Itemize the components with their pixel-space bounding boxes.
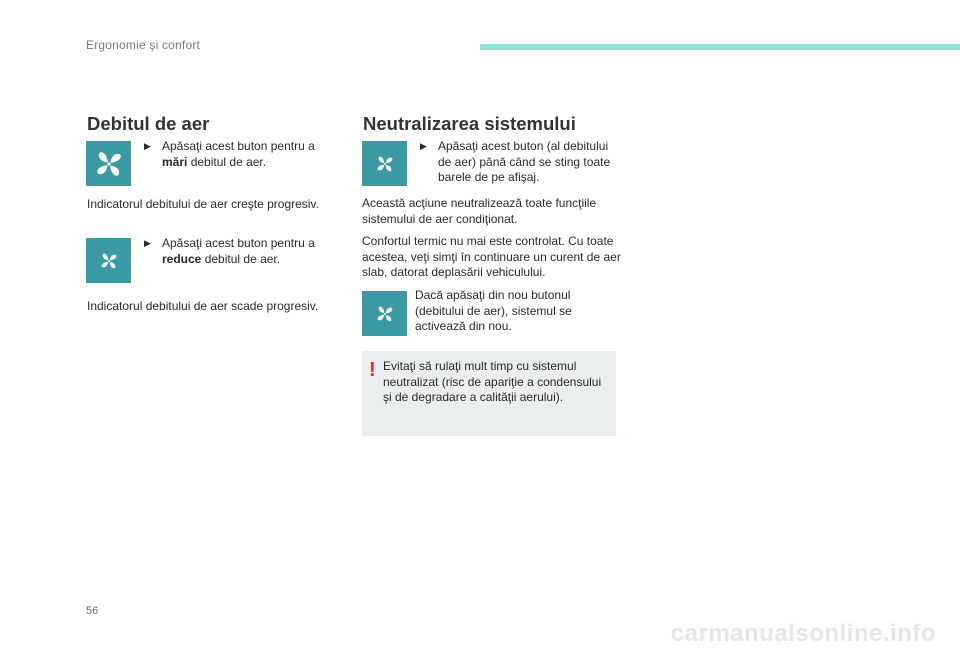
reactivate-paragraph: Dacă apăsaţi din nou butonul (debitului de aer), sistemul se activează din nou. xyxy=(415,288,572,333)
fan-icon xyxy=(375,304,395,324)
page-number: 56 xyxy=(86,605,99,617)
section-title: Ergonomie şi confort xyxy=(86,38,201,52)
fan-icon xyxy=(99,251,119,271)
comfort-paragraph: Confortul termic nu mai este controlat. Cu toate acestea, veţi simţi în continuare un curent de aer slab, datorat deplasării vehiculului. xyxy=(362,234,621,279)
fan-off-button-icon xyxy=(362,141,407,186)
off-instruction: ▶ Apăsaţi acest buton (al debitului de aer) până când se sting toate barele de pe afişaj. xyxy=(420,139,611,184)
heading-system-off: Neutralizarea sistemului xyxy=(363,113,576,134)
watermark: carmanualsonline.info xyxy=(670,620,936,647)
fan-icon xyxy=(375,154,395,174)
decrease-note: Indicatorul debitului de aer scade progresiv. xyxy=(87,299,319,313)
fan-decrease-button-icon xyxy=(86,238,131,283)
fan-icon xyxy=(93,148,125,180)
increase-instruction: ▶ Apăsaţi acest buton pentru a mări debitul de aer. xyxy=(144,139,315,169)
exclamation-icon: ! xyxy=(369,359,376,381)
arrow-bullet-icon: ▶ xyxy=(144,238,151,248)
arrow-bullet-icon: ▶ xyxy=(144,141,151,151)
increase-note: Indicatorul debitului de aer creşte progresiv. xyxy=(87,197,319,211)
decrease-instruction: ▶ Apăsaţi acest buton pentru a reduce debitul de aer. xyxy=(144,236,315,266)
deactivation-paragraph: Această acţiune neutralizează toate funcţiile sistemului de aer condiţionat. xyxy=(362,196,597,226)
fan-reactivate-button-icon xyxy=(362,291,407,336)
fan-increase-button-icon xyxy=(86,141,131,186)
arrow-bullet-icon: ▶ xyxy=(420,141,427,151)
header-accent-bar xyxy=(480,44,960,50)
heading-air-flow: Debitul de aer xyxy=(87,113,210,134)
warning-text: Evitaţi să rulaţi mult timp cu sistemul neutralizat (risc de apariţie a condensului şi de degradare a calităţii aerului). xyxy=(383,359,602,404)
